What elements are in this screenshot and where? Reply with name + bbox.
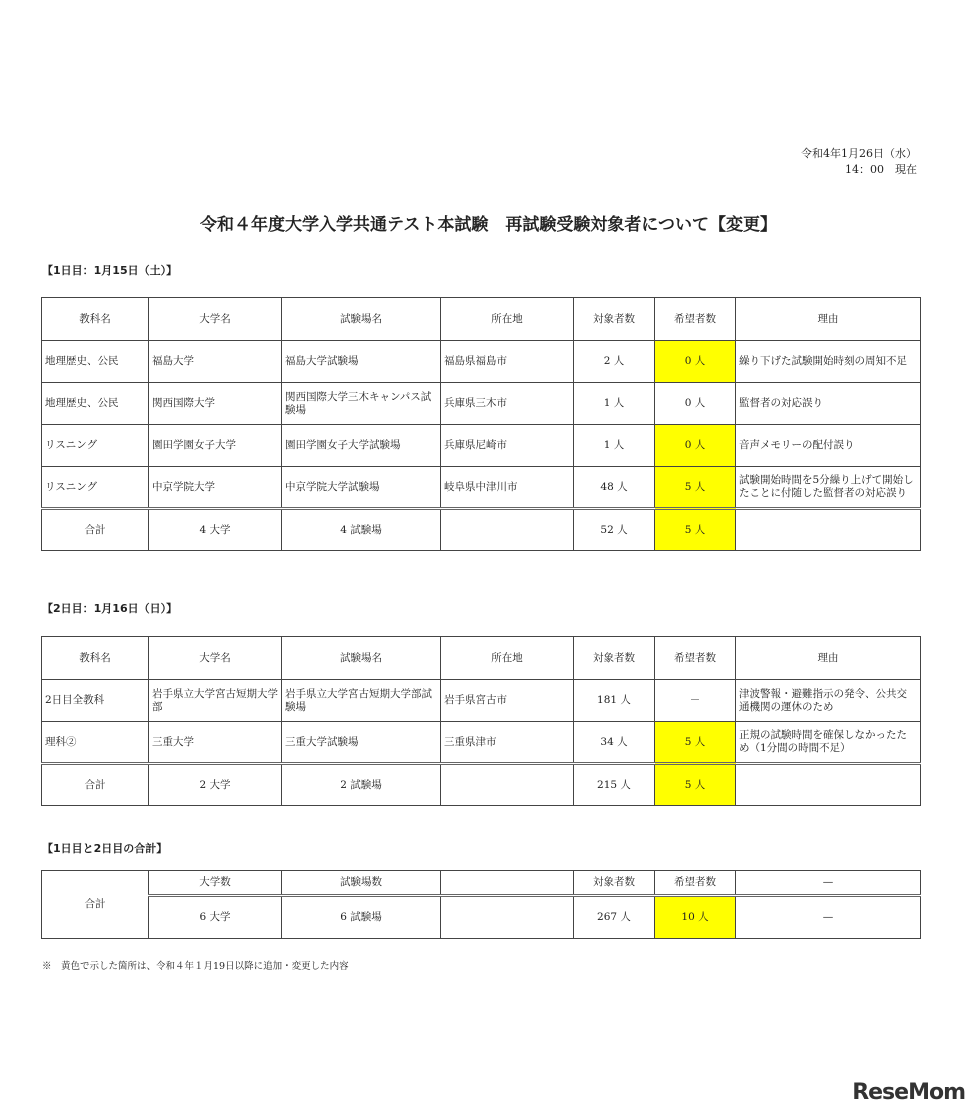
cell: 267 人	[574, 896, 655, 939]
header-cell: 試験場名	[282, 637, 441, 680]
target-count-cell: 1 人	[574, 425, 655, 467]
total-label: 合計	[42, 509, 149, 551]
table-row	[42, 680, 921, 722]
header-cell: 対象者数	[574, 637, 655, 680]
cell: 10 人	[655, 896, 736, 939]
reason-cell: 正規の試験時間を確保しなかったため（1分間の時間不足）	[736, 722, 921, 764]
location-cell: 岩手県宮古市	[441, 680, 574, 722]
header-cell: 教科名	[42, 298, 149, 341]
dash-cell: —	[736, 871, 921, 896]
table-row	[42, 425, 921, 467]
cell: 6 大学	[149, 896, 282, 939]
university-cell: 福島大学	[149, 341, 282, 383]
day2-heading: 【2日目：1月16日（日）】	[42, 602, 178, 615]
header-cell: 所在地	[441, 637, 574, 680]
cell: 4 大学	[149, 509, 282, 551]
cell: 4 試験場	[282, 509, 441, 551]
venue-cell: 関西国際大学三木キャンパス試験場	[282, 383, 441, 425]
venue-cell: 福島大学試験場	[282, 341, 441, 383]
cell: 2 試験場	[282, 764, 441, 806]
empty-cell	[441, 871, 574, 896]
total-row	[42, 764, 921, 806]
cell: 5 人	[655, 764, 736, 806]
day2-table	[41, 636, 921, 806]
target-count-cell: 34 人	[574, 722, 655, 764]
applicant-count-cell: 0 人	[655, 425, 736, 467]
cell: 52 人	[574, 509, 655, 551]
header-cell: 大学数	[149, 871, 282, 896]
header-cell: 対象者数	[574, 871, 655, 896]
location-cell: 三重県津市	[441, 722, 574, 764]
cell: 215 人	[574, 764, 655, 806]
applicant-count-cell: －	[655, 680, 736, 722]
reason-cell: 試験開始時間を5分繰り上げて開始したことに付随した監督者の対応誤り	[736, 467, 921, 509]
subject-cell: 地理歴史、公民	[42, 383, 149, 425]
day1-heading: 【1日目：1月15日（土）】	[42, 264, 178, 277]
empty-cell	[736, 509, 921, 551]
footnote: ※ 黄色で示した箇所は、令和４年１月19日以降に追加・変更した内容	[42, 961, 349, 972]
empty-cell	[441, 764, 574, 806]
target-count-cell: 2 人	[574, 341, 655, 383]
empty-cell	[441, 509, 574, 551]
subject-cell: 理科②	[42, 722, 149, 764]
day1-table	[41, 297, 921, 551]
dash-cell: —	[736, 896, 921, 939]
header-cell: 大学名	[149, 298, 282, 341]
date-stamp	[801, 146, 917, 178]
applicant-count-cell: 5 人	[655, 722, 736, 764]
venue-cell: 岩手県立大学宮古短期大学部試験場	[282, 680, 441, 722]
date: 令和4年1月26日（水）	[801, 147, 917, 160]
grand-total-table	[41, 870, 921, 939]
header-cell: 理由	[736, 637, 921, 680]
university-cell: 園田学園女子大学	[149, 425, 282, 467]
time: 14：00 現在	[845, 163, 917, 176]
applicant-count-cell: 0 人	[655, 341, 736, 383]
table-row	[42, 722, 921, 764]
reason-cell: 繰り下げた試験開始時刻の周知不足	[736, 341, 921, 383]
university-cell: 中京学院大学	[149, 467, 282, 509]
university-cell: 三重大学	[149, 722, 282, 764]
header-cell: 理由	[736, 298, 921, 341]
applicant-count-cell: 5 人	[655, 467, 736, 509]
reason-cell: 津波警報・避難指示の発令、公共交通機関の運休のため	[736, 680, 921, 722]
total-row	[42, 509, 921, 551]
total-label: 合計	[42, 764, 149, 806]
venue-cell: 中京学院大学試験場	[282, 467, 441, 509]
subject-cell: 地理歴史、公民	[42, 341, 149, 383]
grand-heading: 【1日目と2日目の合計】	[42, 842, 168, 855]
location-cell: 岐阜県中津川市	[441, 467, 574, 509]
header-cell: 試験場数	[282, 871, 441, 896]
target-count-cell: 48 人	[574, 467, 655, 509]
location-cell: 兵庫県三木市	[441, 383, 574, 425]
grand-label: 合計	[42, 871, 149, 939]
header-cell: 教科名	[42, 637, 149, 680]
empty-cell	[736, 764, 921, 806]
header-cell: 希望者数	[655, 637, 736, 680]
university-cell: 岩手県立大学宮古短期大学部	[149, 680, 282, 722]
header-cell: 希望者数	[655, 298, 736, 341]
header-cell: 大学名	[149, 637, 282, 680]
logo: ReseMom	[852, 1080, 965, 1105]
reason-cell: 監督者の対応誤り	[736, 383, 921, 425]
target-count-cell: 1 人	[574, 383, 655, 425]
header-cell: 対象者数	[574, 298, 655, 341]
table-row	[42, 383, 921, 425]
table-row	[42, 341, 921, 383]
reason-cell: 音声メモリーの配付誤り	[736, 425, 921, 467]
cell: 2 大学	[149, 764, 282, 806]
location-cell: 兵庫県尼崎市	[441, 425, 574, 467]
empty-cell	[441, 896, 574, 939]
university-cell: 関西国際大学	[149, 383, 282, 425]
page-title: 令和４年度大学入学共通テスト本試験 再試験受験対象者について【変更】	[200, 215, 777, 235]
location-cell: 福島県福島市	[441, 341, 574, 383]
subject-cell: リスニング	[42, 467, 149, 509]
cell: 5 人	[655, 509, 736, 551]
subject-cell: 2日目全教科	[42, 680, 149, 722]
table-row	[42, 467, 921, 509]
subject-cell: リスニング	[42, 425, 149, 467]
venue-cell: 園田学園女子大学試験場	[282, 425, 441, 467]
header-cell: 試験場名	[282, 298, 441, 341]
venue-cell: 三重大学試験場	[282, 722, 441, 764]
applicant-count-cell: 0 人	[655, 383, 736, 425]
header-cell: 所在地	[441, 298, 574, 341]
cell: 6 試験場	[282, 896, 441, 939]
target-count-cell: 181 人	[574, 680, 655, 722]
header-cell: 希望者数	[655, 871, 736, 896]
